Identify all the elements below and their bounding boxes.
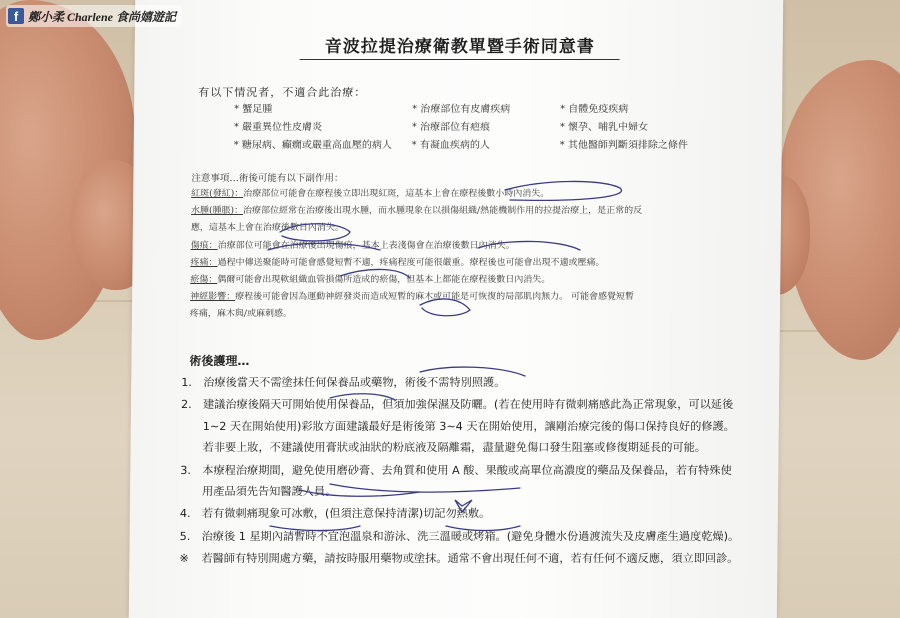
side-effect-line: 瘀傷：偶爾可能會出現軟組織血管損傷所造成的瘀傷，但基本上都能在療程後數日內消失。 (190, 275, 551, 286)
side-effect-line: 疼痛，麻木與/或麻刺感。 (189, 309, 293, 320)
aftercare-item (180, 526, 740, 547)
document-title: 音波拉提治療衛教單暨手術同意書 (300, 32, 620, 60)
side-effect-line: 水腫(腫脹)：治療部位經常在治療後出現水腫，而水腫現象在以損傷組織/熱能機制作用的拉提治療上，是正常的反 (190, 206, 643, 217)
item-text: 治療後 1 星期內請暫時不宜泡溫泉和游泳、洗三溫暖或烤箱。(避免身體水份過渡流失及皮膚產生過度乾燥)。 (201, 529, 740, 543)
aftercare-heading: 術後護理… (189, 354, 250, 368)
contraindication-item: * 蟹足腫 (234, 100, 412, 115)
item-text: 若有微刺痛現象可冰敷，(但須注意保持清潔)切記勿熱敷。 (201, 507, 491, 521)
contraindication-item: * 嚴重異位性皮膚炎 (234, 118, 412, 133)
side-effect-line: 神經影響：療程後可能會因為運動神經發炎而造成短暫的麻木或可能是可恢復的局部肌肉無力。 可能會感覺短暫 (190, 292, 635, 303)
item-number: 2. (180, 398, 192, 412)
contraindication-item: * 懷孕、哺乳中婦女 (560, 118, 740, 133)
facebook-icon: f (8, 8, 24, 24)
contraindication-item: * 有凝血疾病的人 (412, 136, 560, 151)
item-number: 3. (180, 463, 192, 477)
side-effect-line: 紅斑(發紅)：治療部位可能會在療程後立即出現紅斑，這基本上會在療程後數小時內消失。 (191, 189, 550, 199)
item-number: 4. (179, 507, 191, 521)
side-effects-list (190, 186, 751, 324)
item-text: 治療後當天不需塗抹任何保養品或藥物，術後不需特別照護。 (203, 376, 506, 389)
side-effects-heading: 注意事項…術後可能有以下副作用： (191, 173, 344, 184)
item-text: 本療程治療期間，避免使用磨砂膏、去角質和使用 A 酸、果酸或高單位高濃度的藥品及保養品，若有特殊使用產品須先告知醫護人員。 (202, 463, 732, 499)
aftercare-item (180, 460, 740, 503)
item-number: ※ (179, 552, 189, 566)
aftercare-item (180, 394, 741, 458)
contraindication-item: * 自體免疫疾病 (560, 100, 740, 115)
side-effect-line: 疼痛：過程中傳送聚能時可能會感覺短暫不適，疼痛程度可能很嚴重。療程後也可能會出現不適或壓痛。 (190, 257, 605, 268)
contraindication-item: * 治療部位有疤痕 (412, 118, 560, 133)
side-effect-line: 傷痕：治療部位可能會在治療後出現傷痕，基本上表淺傷會在治療後數日內消失。 (190, 240, 515, 251)
side-effect-line: 應，這基本上會在治療後數日內消失。 (190, 223, 344, 234)
aftercare-list (179, 372, 741, 570)
item-text: 若醫師有特別開處方藥，請按時服用藥物或塗抹。通常不會出現任何不適，若有任何不適反應，須立即回診。 (201, 552, 739, 566)
aftercare-item (181, 372, 741, 393)
contraindication-item: * 其他醫師判斷須排除之條件 (560, 136, 740, 151)
contraindications-heading: 有以下情況者，不適合此治療： (198, 86, 367, 99)
item-number: 1. (181, 376, 192, 389)
item-text: 建議治療後隔天可開始使用保養品，但須加強保濕及防曬。(若在使用時有微刺痛感此為正常現象，可以延後 1~2 天在開始使用)彩妝方面建議最好是術後第 3~4 天在開始使用，讓剛治療完後的傷口保持良好的修護。若非要上妝，不建議使用膏狀或油狀的粉底液及隔離霜，盡量避免傷口發生阻塞或修復期延長的可能。 (202, 398, 735, 455)
contraindication-item: * 糖尿病、癲癇或嚴重高血壓的病人 (234, 136, 412, 151)
contraindications-list (234, 100, 755, 151)
aftercare-item (180, 503, 740, 524)
watermark (6, 5, 182, 27)
consent-form (129, 0, 783, 618)
item-number: 5. (179, 529, 191, 543)
contraindication-item: * 治療部位有皮膚疾病 (412, 100, 560, 115)
watermark-text: 鄭小柔 Charlene 食尚嬉遊記 (28, 9, 177, 24)
aftercare-item (179, 548, 739, 569)
